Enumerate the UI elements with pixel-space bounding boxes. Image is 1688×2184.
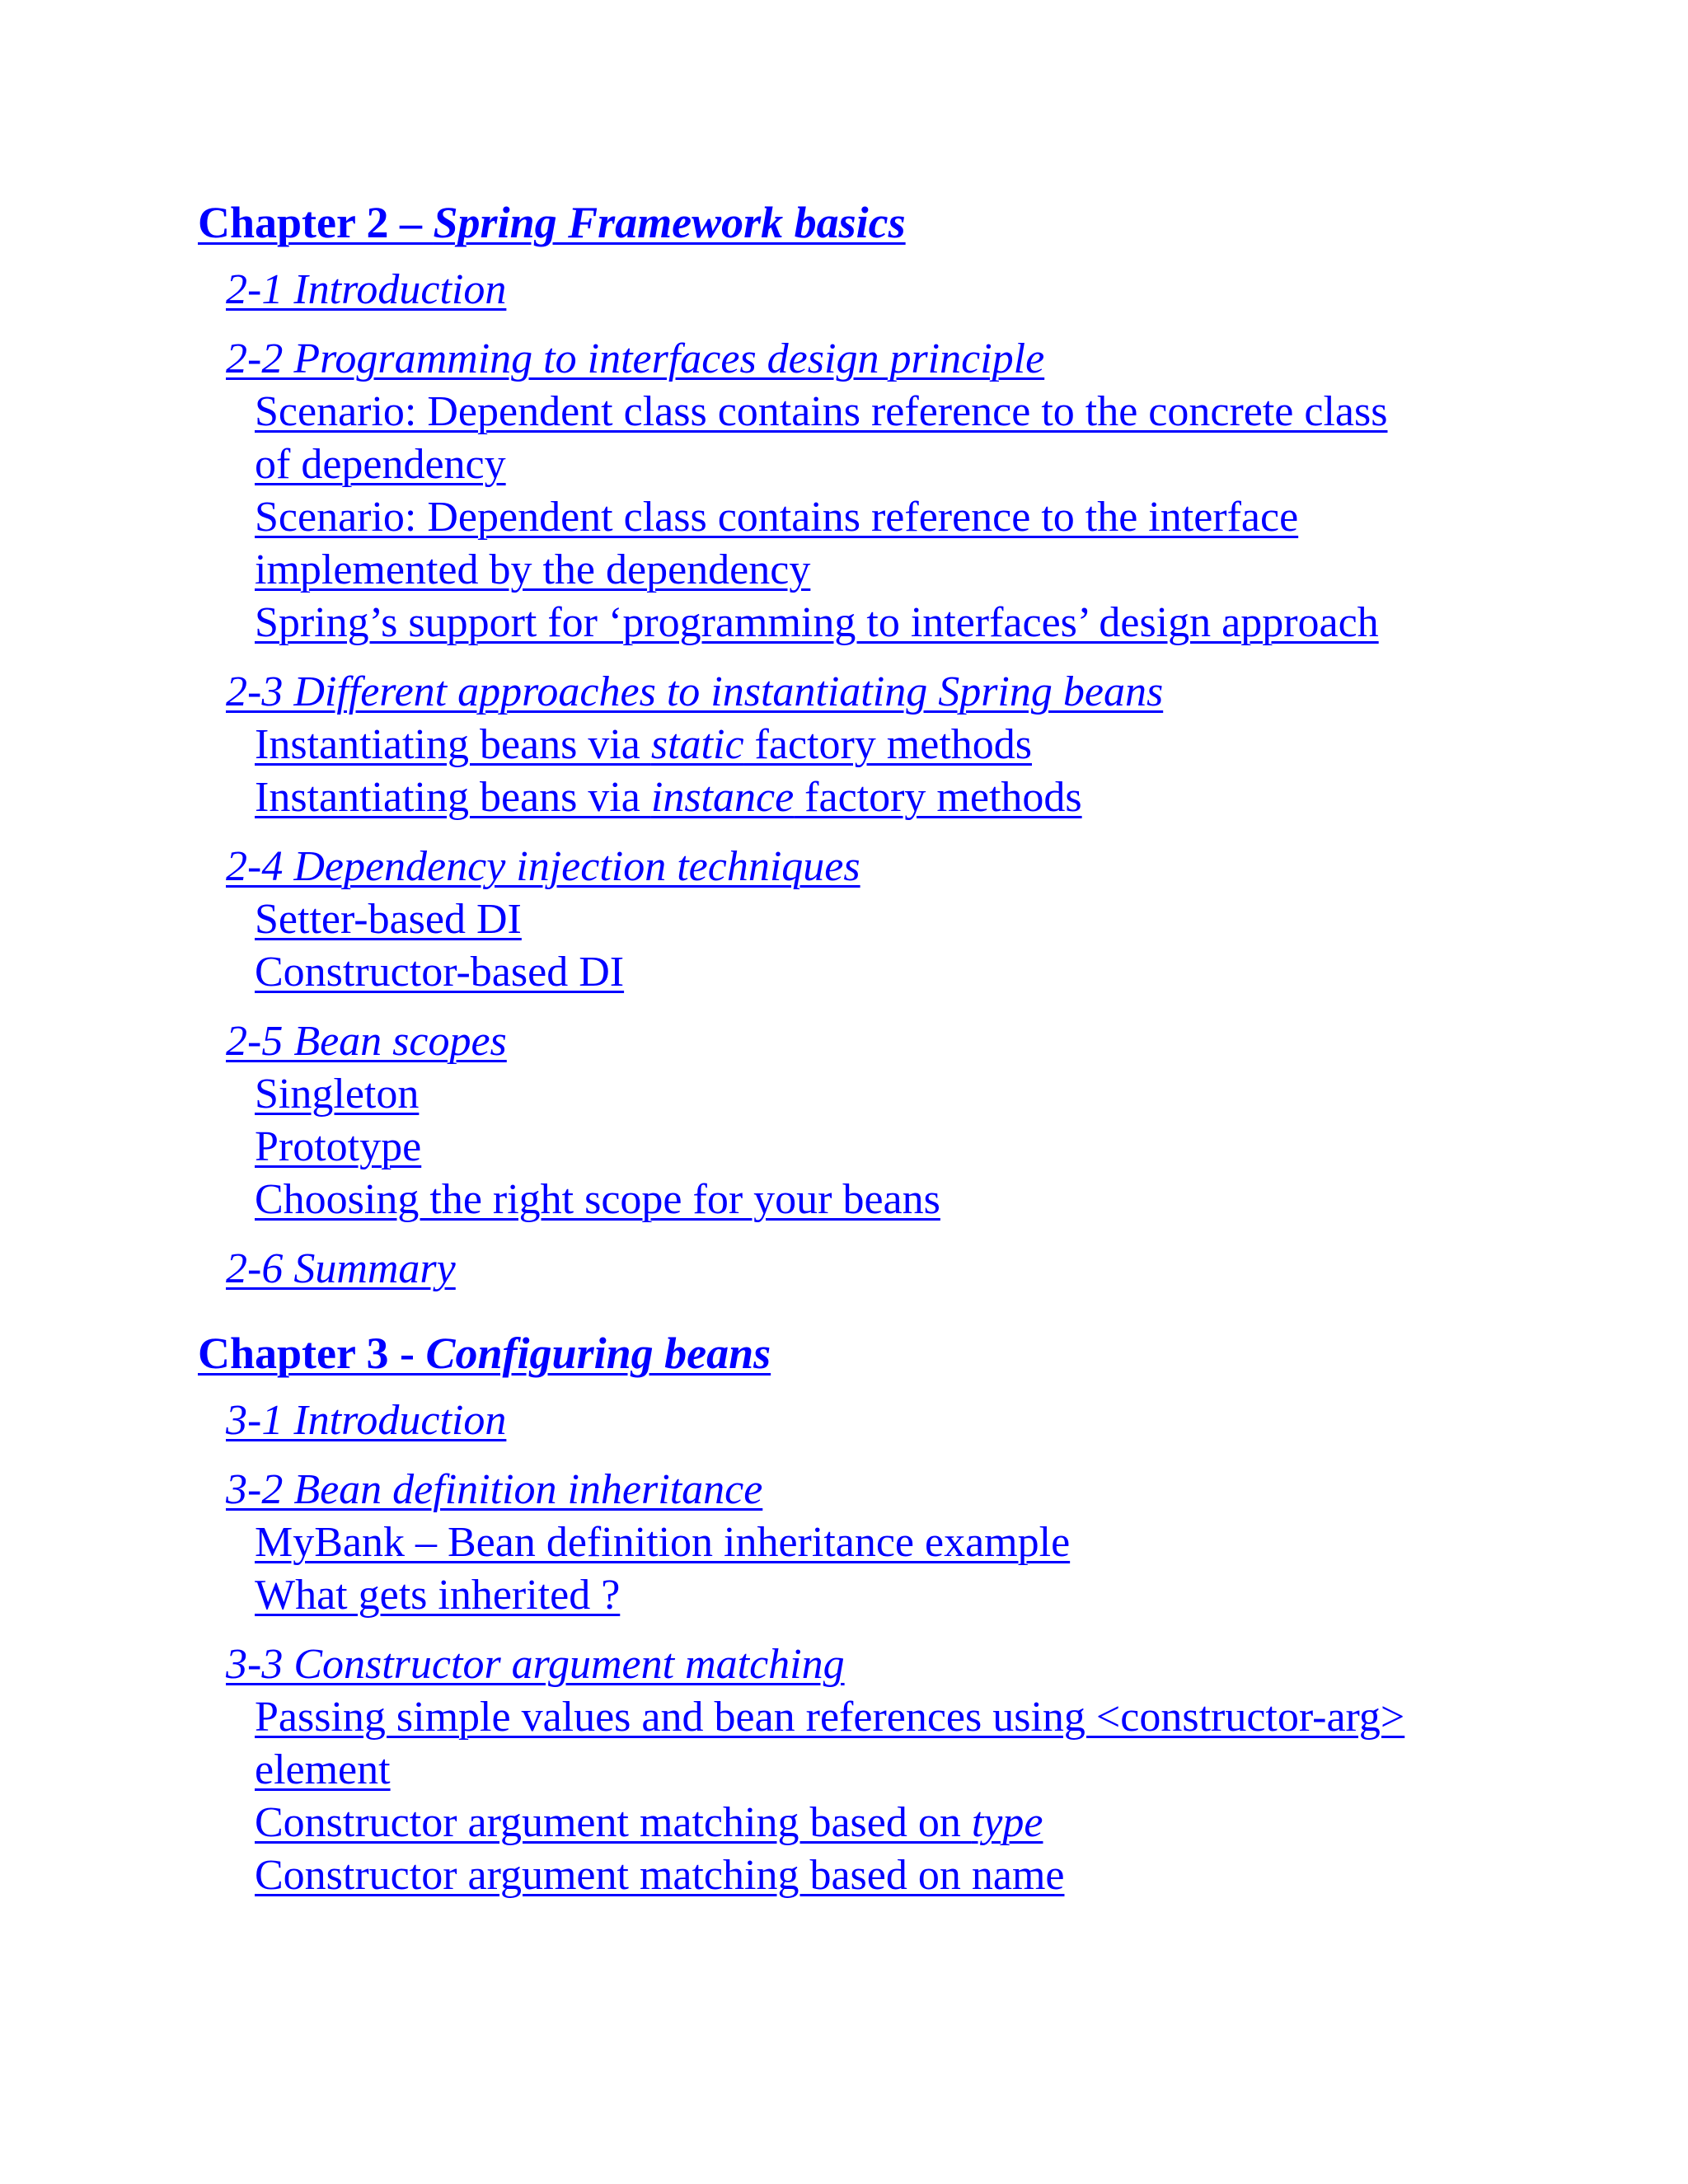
toc-item-scenario-interface[interactable] (255, 491, 1507, 597)
toc-item-matching-by-type[interactable] (255, 1797, 1507, 1849)
item-text: Instantiating beans via (255, 721, 651, 768)
toc-section-2-6[interactable]: 2-6 Summary (226, 1245, 456, 1292)
toc-section-2-2[interactable]: 2-2 Programming to interfaces design principle (226, 335, 1045, 382)
toc-item-line: of dependency (255, 441, 506, 488)
toc-section-3-1[interactable]: 3-1 Introduction (226, 1397, 507, 1444)
toc-item-line: Passing simple values and bean references using <constructor-arg> (255, 1694, 1405, 1741)
chapter-3-title: Configuring beans (425, 1329, 771, 1378)
toc-item-constructor-di[interactable]: Constructor-based DI (255, 949, 625, 996)
item-emphasis: type (971, 1799, 1043, 1846)
toc-item-static-factory[interactable] (255, 719, 1507, 771)
toc-item-passing-simple-values[interactable] (255, 1691, 1507, 1797)
toc-section-3-2[interactable]: 3-2 Bean definition inheritance (226, 1466, 763, 1513)
toc-item-line: Scenario: Dependent class contains reference to the concrete class (255, 388, 1388, 435)
toc-item-scenario-concrete-class[interactable] (255, 386, 1507, 491)
toc-item-setter-di[interactable]: Setter-based DI (255, 896, 522, 943)
toc-section-2-5[interactable]: 2-5 Bean scopes (226, 1018, 507, 1065)
toc-item-line: implemented by the dependency (255, 546, 811, 593)
item-text: factory methods (743, 721, 1032, 768)
chapter-2-title: Spring Framework basics (433, 198, 906, 247)
toc-section-2-3[interactable]: 2-3 Different approaches to instantiating Spring beans (226, 668, 1164, 715)
item-emphasis: instance (650, 774, 795, 821)
toc-chapter-3[interactable] (198, 1327, 771, 1380)
toc-item-singleton[interactable]: Singleton (255, 1071, 420, 1118)
toc-section-2-4[interactable]: 2-4 Dependency injection techniques (226, 843, 860, 890)
toc-chapter-2[interactable] (198, 196, 906, 249)
toc-section-2-1[interactable]: 2-1 Introduction (226, 266, 507, 313)
toc-item-instance-factory[interactable] (255, 771, 1507, 824)
toc-item-matching-by-name[interactable]: Constructor argument matching based on name (255, 1852, 1065, 1899)
toc-item-line: element (255, 1746, 391, 1793)
toc-item-choosing-scope[interactable]: Choosing the right scope for your beans (255, 1176, 940, 1223)
toc-item-line: Scenario: Dependent class contains reference to the interface (255, 494, 1299, 541)
item-emphasis: static (650, 721, 744, 768)
toc-item-what-gets-inherited[interactable]: What gets inherited ? (255, 1572, 621, 1619)
chapter-3-prefix: Chapter 3 - (198, 1329, 426, 1378)
item-text: Instantiating beans via (255, 774, 651, 821)
toc-item-prototype[interactable]: Prototype (255, 1123, 422, 1170)
toc-item-mybank-example[interactable]: MyBank – Bean definition inheritance example (255, 1519, 1071, 1566)
chapter-2-prefix: Chapter 2 – (198, 198, 434, 247)
item-text: Constructor argument matching based on (255, 1799, 972, 1846)
item-text: factory methods (794, 774, 1082, 821)
toc-section-3-3[interactable]: 3-3 Constructor argument matching (226, 1641, 845, 1688)
toc-item-spring-support[interactable]: Spring’s support for ‘programming to interfaces’ design approach (255, 599, 1379, 646)
